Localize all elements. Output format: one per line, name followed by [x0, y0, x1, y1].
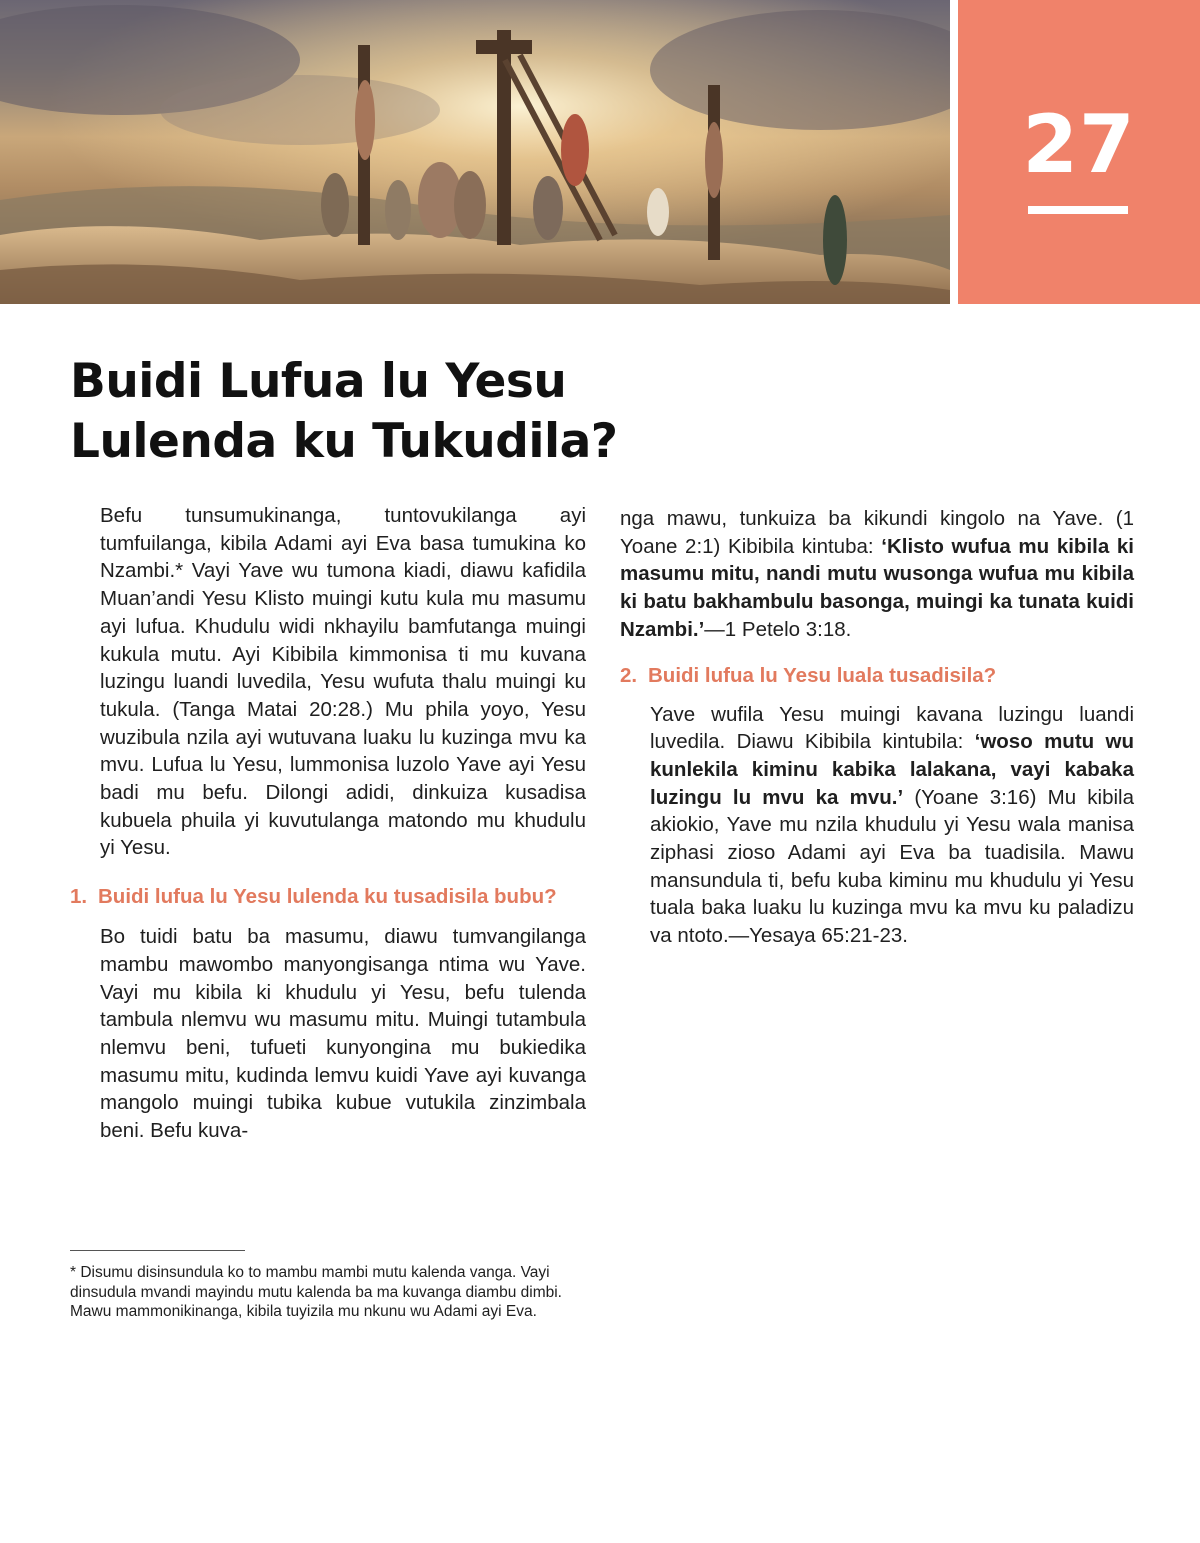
footnote-divider	[70, 1250, 245, 1251]
answer-1-citation: —1 Petelo 3:18.	[704, 617, 852, 641]
title-line-2: Lulenda ku Tukudila?	[70, 414, 618, 469]
intro-paragraph: Befu tunsumukinanga, tuntovukilanga ayi tumfuilanga, kibila Adami ayi Eva basa tumukina ko Nzambi.* Vayi Yave wu tumona kiadi, diawu kafidila Muan’andi Yesu Klisto muingi kutu kula mu masumu ayi lufua. Khudulu widi nkhayilu bamfutanga muingi kukula mutu. Ayi Kibibila kimmonisa ti mu kuvana luzingu luandi luvedila, Yesu wufuta thalu muingi ku tukula. (Tanga Matai 20:28.) Mu phila yoyo, Yesu wuzibula nzila ayi wutuvana luaku lu kuzinga mvu ka mvu. Lufua lu Yesu, lummonisa luzolo Yave ayi Yesu badi mu befu. Dilongi adidi, dinkuiza kusadisa kubuela phuila yi kuvutulanga matondo mu khudulu yi Yesu.	[100, 504, 586, 860]
crucifixion-scene-image	[0, 0, 950, 304]
answer-2-text-a: Yave wufila Yesu muingi kavana luzingu luandi luvedila. Diawu Kibibila kintubila:	[650, 702, 1134, 754]
header-illustration	[0, 0, 950, 304]
answer-2-scripture-quote: ‘woso mutu wu kunlekila kiminu kabika lalakana, vayi kabaka luzingu lu mvu ka mvu.’	[650, 730, 1134, 809]
right-column	[620, 505, 1134, 950]
question-2-number: 2.	[620, 663, 638, 687]
chapter-underline	[1028, 206, 1128, 214]
answer-1-continuation	[620, 505, 1134, 644]
question-2-text: Buidi lufua lu Yesu luala tusadisila?	[648, 663, 997, 687]
chapter-number: 27	[1022, 98, 1136, 191]
question-2-heading	[620, 662, 1134, 689]
answer-2-paragraph	[620, 701, 1134, 950]
answer-1-scripture-quote: ‘Klisto wufua mu kibila ki masumu mitu, nandi mutu wusonga wufua mu kibila ki batu bakhambulu basonga, muingi ka tunata kuidi Nzambi.’	[620, 534, 1134, 641]
answer-2-text-b: (Yoane 3:16) Mu kibila akiokio, Yave mu nzila khudulu yi Yesu wala manisa ziphasi zioso Adami ayi Eva ba tuadisila. Mawu mansundula ti, befu kuba kiminu mu khudulu yi Yesu tuala baka luaku lu kuzinga mvu ka mvu ku paladizu va ntoto.—Yesaya 65:21-23.	[650, 785, 1134, 948]
question-1-heading	[70, 883, 586, 910]
answer-1-paragraph: Bo tuidi batu ba masumu, diawu tumvangilanga mambu mawombo manyongisanga ntima wu Yave. Vayi mu kibila ki khudulu yi Yesu, befu tulenda tambula nlemvu wu masumu mitu. Muingi tutambula nlemvu beni, tufueti kunyongina mu bukiedika masumu mitu, kudinda lemvu kuidi Yave ayi kuvanga mangolo muingi tubika kubue vutukila zinzimbala beni. Befu kuva-	[100, 925, 586, 1143]
page-title	[70, 352, 870, 472]
question-1-text: Buidi lufua lu Yesu lulenda ku tusadisila bubu?	[98, 885, 557, 909]
left-column	[70, 502, 586, 1145]
answer-1-text: nga mawu, tunkuiza ba kikundi kingolo na Yave. (1 Yoane 2:1) Kibibila kintuba:	[620, 507, 1134, 558]
question-1-number: 1.	[70, 885, 88, 909]
chapter-number-box	[958, 0, 1200, 304]
footnote: * Disumu disinsundula ko to mambu mambi mutu kalenda vanga. Vayi dinsudula mvandi mayindu mutu kalenda ba ma kuvanga diambu dimbi. Mawu mammonikinanga, kibila tuyizila mu nkunu wu Adami ayi Eva.	[70, 1264, 562, 1320]
title-line-1: Buidi Lufua lu Yesu	[70, 354, 567, 409]
